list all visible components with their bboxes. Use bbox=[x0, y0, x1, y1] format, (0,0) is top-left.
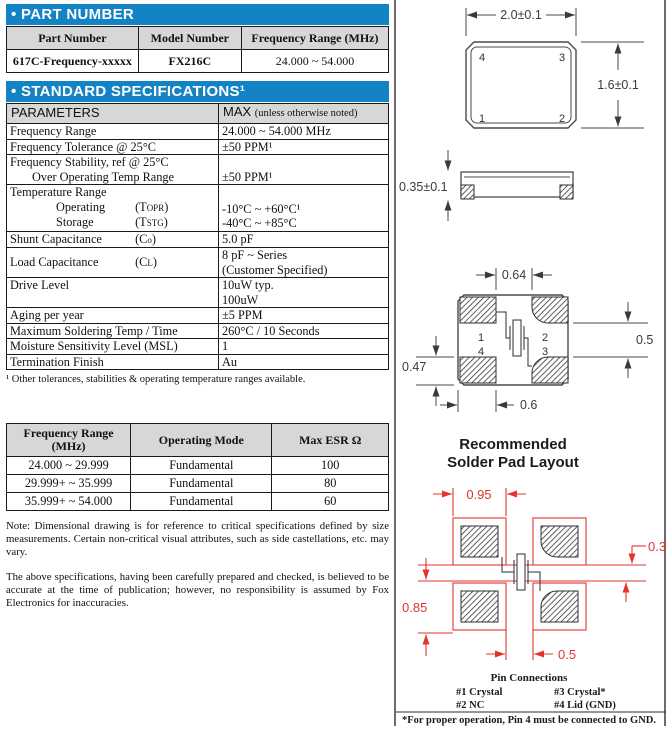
pad-layout-right-dim: 0.3 bbox=[648, 539, 666, 554]
pad-layout-title-line1: Recommended bbox=[459, 436, 567, 453]
top-view-pin1-label: 1 bbox=[479, 113, 486, 125]
param-label: Load Capacitance (CL) bbox=[7, 248, 219, 278]
sub-symbol: (TSTG) bbox=[135, 215, 168, 229]
esr-value: 60 bbox=[272, 493, 389, 511]
side-view-thickness-dim: 0.35±0.1 bbox=[399, 180, 448, 194]
pad-layout-top-dim: 0.95 bbox=[466, 487, 492, 502]
spec-row-temperature-range bbox=[7, 185, 389, 232]
col-model-number: Model Number bbox=[138, 27, 241, 50]
top-view-height-dim: 1.6±0.1 bbox=[597, 78, 639, 92]
top-view-width-dim: 2.0±0.1 bbox=[500, 8, 542, 22]
operating-value: -10°C ~ +60°C¹ bbox=[222, 201, 301, 216]
spec-row-msl bbox=[7, 339, 389, 355]
param-label bbox=[7, 155, 219, 185]
param-label: Frequency Tolerance @ 25°C bbox=[7, 139, 219, 155]
bottom-view-pin3-label: 3 bbox=[542, 346, 549, 358]
pad-layout-bottom-dim: 0.5 bbox=[558, 647, 577, 662]
pad-layout-title-line2: Solder Pad Layout bbox=[447, 454, 579, 471]
bottom-view-pin1-label: 1 bbox=[478, 332, 485, 344]
param-value: 1 bbox=[219, 339, 389, 355]
top-view-pin3-label: 3 bbox=[559, 52, 566, 64]
notes-block bbox=[6, 520, 389, 610]
esr-freq: 24.000 ~ 29.999 bbox=[7, 457, 131, 475]
part-number-table bbox=[6, 26, 389, 73]
esr-col-frequency-range: Frequency Range (MHz) bbox=[7, 424, 131, 457]
param-line1: Frequency Stability, ref @ 25°C bbox=[10, 155, 169, 169]
esr-row bbox=[7, 475, 389, 493]
pad-layout-left-dim: 0.85 bbox=[402, 600, 428, 615]
disclaimer-note: The above specifications, having been carefully prepared and checked, is believed to be accurate at the time of publication; however, no responsibility is assumed by Fox Electronics for inaccuracies. bbox=[6, 570, 389, 610]
esr-value: 100 bbox=[272, 457, 389, 475]
standard-specs-section-header: • STANDARD SPECIFICATIONS¹ bbox=[6, 81, 389, 102]
param-label: Frequency Range bbox=[7, 124, 219, 140]
spec-row-drive-level bbox=[7, 278, 389, 308]
pin1-connection: #1 Crystal bbox=[456, 687, 503, 698]
param-value: 10uW typ. 100uW bbox=[219, 278, 389, 308]
part-number-section-header: • PART NUMBER bbox=[6, 4, 389, 25]
spec-row-aging bbox=[7, 308, 389, 324]
side-view-drawing bbox=[448, 150, 573, 221]
pin-connections-title: Pin Connections bbox=[490, 672, 568, 684]
param-value: ±50 PPM¹ bbox=[219, 139, 389, 155]
bottom-view-pad-gap-dim: 0.64 bbox=[501, 268, 527, 282]
pin4-connection: #4 Lid (GND) bbox=[554, 700, 616, 711]
top-view-drawing bbox=[466, 8, 644, 128]
param-value: ±5 PPM bbox=[219, 308, 389, 324]
esr-freq: 35.999+ ~ 54.000 bbox=[7, 493, 131, 511]
pin-connections-footnote: *For proper operation, Pin 4 must be connected to GND. bbox=[401, 715, 657, 726]
package-drawings bbox=[396, 0, 666, 726]
esr-row bbox=[7, 493, 389, 511]
top-view-pin2-label: 2 bbox=[559, 113, 566, 125]
part-number-value: 617C-Frequency-xxxxx bbox=[7, 50, 139, 73]
max-note: (unless otherwise noted) bbox=[254, 108, 358, 120]
col-part-number: Part Number bbox=[7, 27, 139, 50]
esr-mode: Fundamental bbox=[131, 475, 272, 493]
spec-row-frequency-tolerance bbox=[7, 139, 389, 155]
spec-row-shunt-capacitance bbox=[7, 231, 389, 248]
param-label: Moisture Sensitivity Level (MSL) bbox=[7, 339, 219, 355]
param-value bbox=[219, 185, 389, 232]
max-header bbox=[219, 104, 389, 124]
specifications-table bbox=[6, 103, 389, 370]
pin3-connection: #3 Crystal* bbox=[554, 687, 606, 698]
param-symbol: (Co) bbox=[135, 231, 156, 246]
pad-layout-drawing bbox=[418, 488, 646, 660]
drawing-panel bbox=[394, 0, 666, 726]
pin2-connection: #2 NC bbox=[456, 700, 485, 711]
spec-row-load-capacitance bbox=[7, 248, 389, 278]
sub-name: Storage bbox=[56, 215, 94, 229]
bottom-view-right-dim: 0.5 bbox=[636, 333, 654, 347]
spec-row-frequency-range bbox=[7, 124, 389, 140]
bottom-view-pin4-label: 4 bbox=[478, 346, 485, 358]
param-label: Drive Level bbox=[7, 278, 219, 308]
bottom-view-bottom-dim: 0.6 bbox=[520, 398, 538, 412]
esr-col-operating-mode: Operating Mode bbox=[131, 424, 272, 457]
spec-footnote: ¹ Other tolerances, stabilities & operating temperature ranges available. bbox=[6, 374, 306, 385]
param-label: Aging per year bbox=[7, 308, 219, 324]
esr-header-row bbox=[7, 424, 389, 457]
esr-row bbox=[7, 457, 389, 475]
esr-col-max-esr: Max ESR Ω bbox=[272, 424, 389, 457]
parameters-header: PARAMETERS bbox=[7, 104, 219, 124]
param-label: Shunt Capacitance (Co) bbox=[7, 231, 219, 248]
param-line2: Over Operating Temp Range bbox=[32, 169, 174, 184]
param-label: Termination Finish bbox=[7, 354, 219, 370]
dimensional-note: Note: Dimensional drawing is for reference to critical specifications defined by size measurements. Certain non-critical visual attributes, such as side castellations, etc. may vary. bbox=[6, 520, 389, 559]
param-label bbox=[7, 185, 219, 232]
bottom-view-pin2-label: 2 bbox=[542, 332, 549, 344]
param-value: 24.000 ~ 54.000 MHz bbox=[219, 124, 389, 140]
sub-symbol: (TOPR) bbox=[135, 199, 169, 214]
spec-row-frequency-stability bbox=[7, 155, 389, 185]
frequency-range-value: 24.000 ~ 54.000 bbox=[241, 50, 388, 73]
col-frequency-range: Frequency Range (MHz) bbox=[241, 27, 388, 50]
model-number-value: FX216C bbox=[138, 50, 241, 73]
part-number-header-row bbox=[7, 27, 389, 50]
esr-freq: 29.999+ ~ 35.999 bbox=[7, 475, 131, 493]
top-view-pin4-label: 4 bbox=[479, 52, 486, 64]
param-value: 5.0 pF bbox=[219, 231, 389, 248]
esr-mode: Fundamental bbox=[131, 493, 272, 511]
param-value: 260°C / 10 Seconds bbox=[219, 323, 389, 339]
spec-header-row bbox=[7, 104, 389, 124]
max-label: MAX bbox=[223, 104, 252, 120]
param-line1: Temperature Range bbox=[10, 185, 107, 199]
param-label: Maximum Soldering Temp / Time bbox=[7, 323, 219, 339]
esr-value: 80 bbox=[272, 475, 389, 493]
param-symbol: (CL) bbox=[135, 254, 157, 269]
bottom-view-left-dim: 0.47 bbox=[402, 360, 427, 374]
param-value: Au bbox=[219, 354, 389, 370]
spec-column bbox=[6, 4, 389, 621]
param-value: ±50 PPM¹ bbox=[219, 155, 389, 185]
esr-mode: Fundamental bbox=[131, 457, 272, 475]
part-number-data-row bbox=[7, 50, 389, 73]
bottom-view-drawing bbox=[416, 268, 648, 412]
esr-table bbox=[6, 423, 389, 511]
spec-row-max-soldering bbox=[7, 323, 389, 339]
sub-name: Operating bbox=[56, 199, 106, 214]
storage-line bbox=[10, 215, 215, 231]
operating-line bbox=[10, 200, 215, 216]
param-value: 8 pF ~ Series (Customer Specified) bbox=[219, 248, 389, 278]
storage-value: -40°C ~ +85°C bbox=[222, 216, 297, 230]
spec-row-termination-finish bbox=[7, 354, 389, 370]
